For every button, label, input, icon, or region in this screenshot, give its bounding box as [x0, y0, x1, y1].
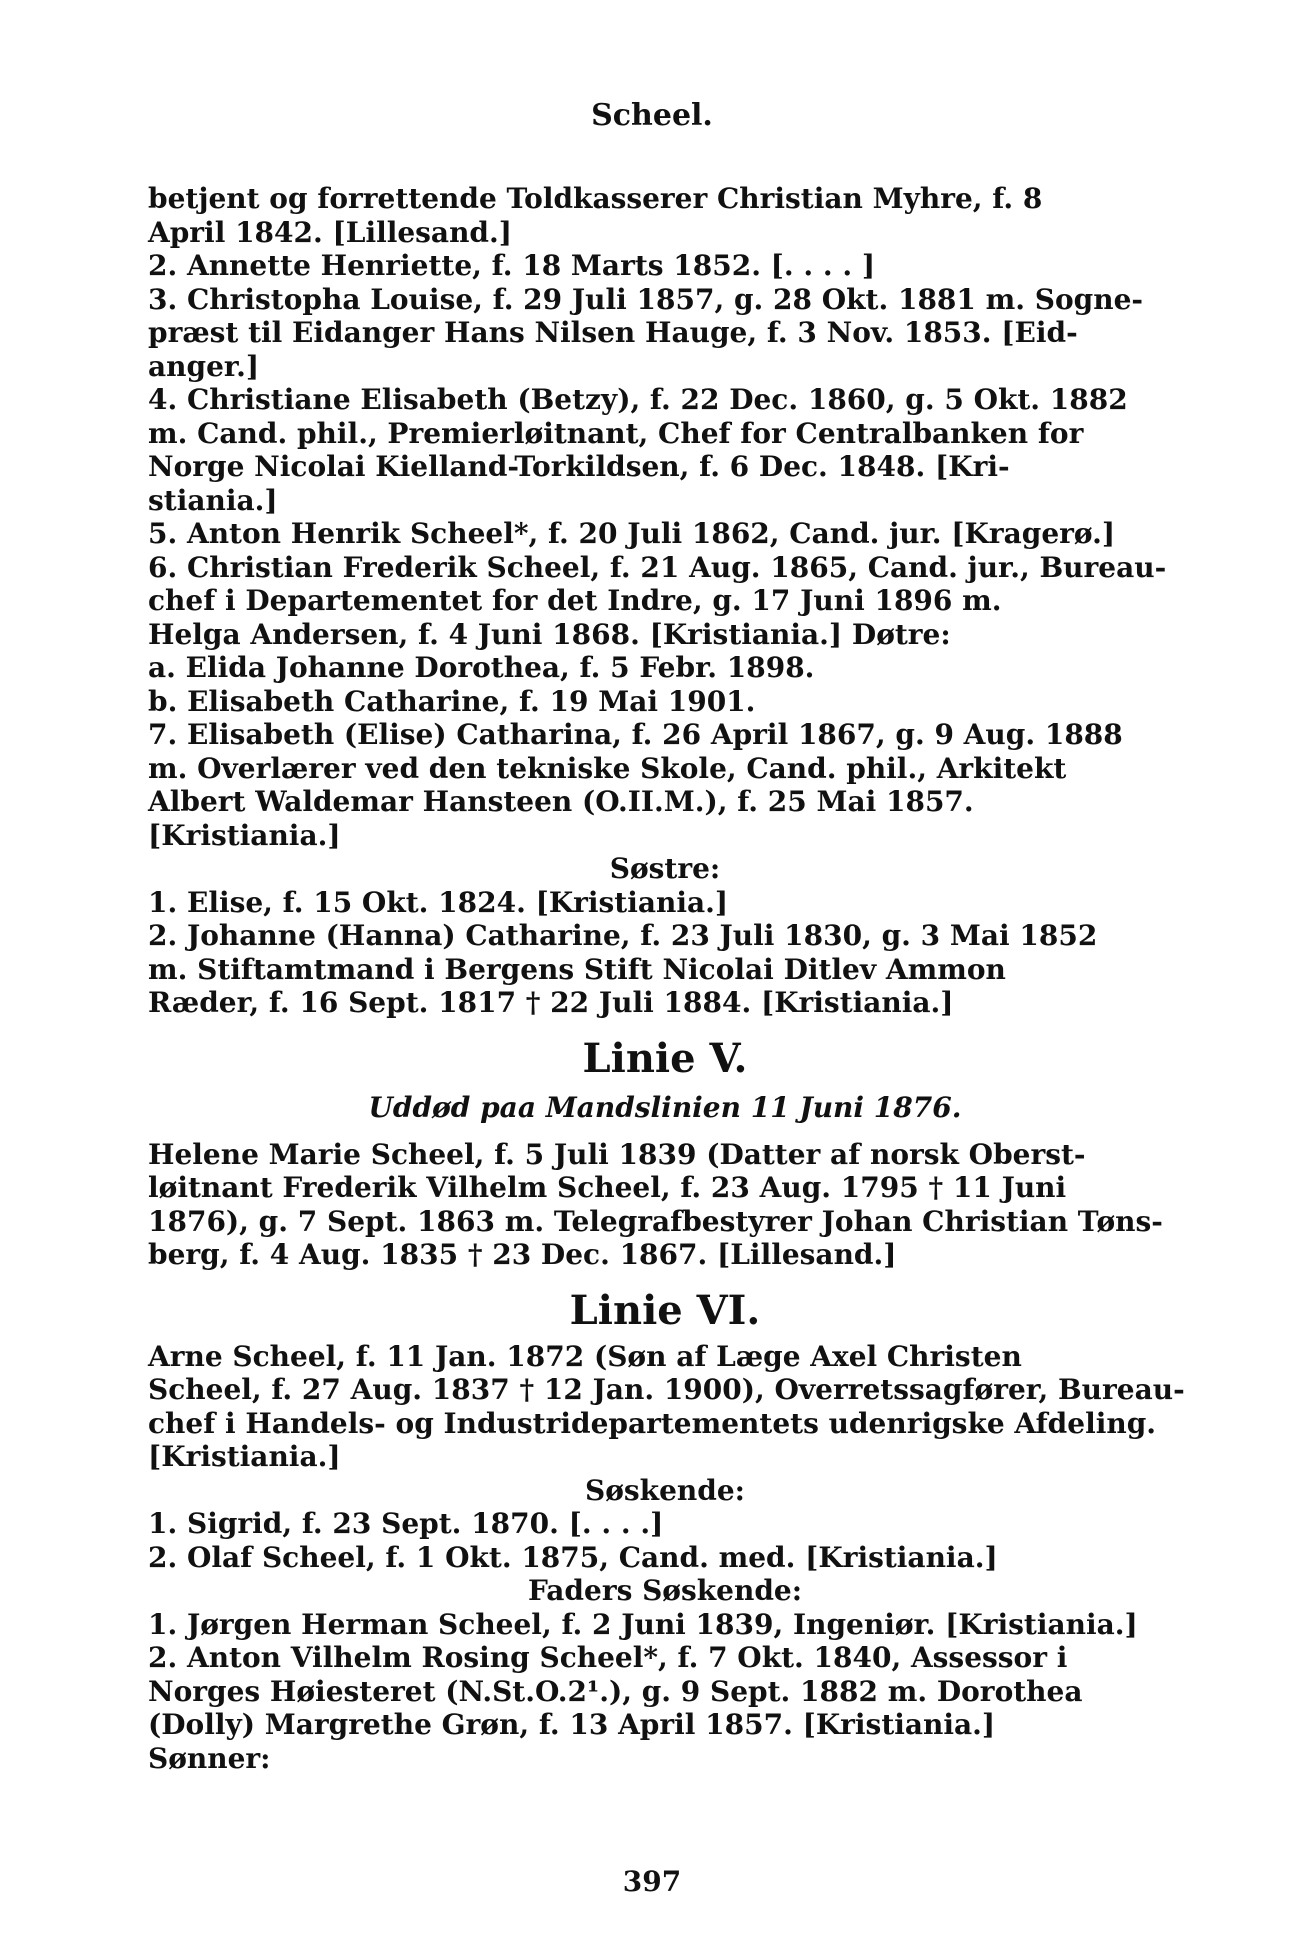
running-header: Scheel. [591, 98, 713, 133]
page-text [148, 182, 1185, 1775]
section-linie-vi [148, 1339, 1185, 1474]
text-line: m. Cand. phil., Premierløitnant, Chef for Centralbanken for [148, 416, 1084, 450]
text-line: 5. Anton Henrik Scheel*, f. 20 Juli 1862, Cand. jur. [Kragerø.] [148, 517, 1116, 550]
linie-vi-heading: Linie VI. [569, 1286, 761, 1334]
text-line: [Kristiania.] [148, 818, 341, 852]
text-line: chef i Handels- og Industridepartementets udenrigske Afdeling. [148, 1406, 1157, 1440]
section-sisters [148, 886, 1182, 1020]
text-line: Sønner: [148, 1741, 271, 1775]
text-line: 1. Sigrid, f. 23 Sept. 1870. [. . . .] [148, 1507, 664, 1540]
text-line: Norge Nicolai Kielland-Torkildsen, f. 6 Dec. 1848. [Kri- [148, 450, 1010, 483]
page-number: 397 [622, 1865, 682, 1898]
text-line: April 1842. [Lillesand.] [148, 215, 512, 249]
soskende-heading: Søskende: [585, 1473, 745, 1507]
text-line: 2. Olaf Scheel, f. 1 Okt. 1875, Cand. med. [Kristiania.] [148, 1540, 998, 1574]
text-line: m. Overlærer ved den tekniske Skole, Cand. phil., Arkitekt [148, 751, 1067, 785]
text-line: løitnant Frederik Vilhelm Scheel, f. 23 Aug. 1795 † 11 Juni [148, 1171, 1067, 1204]
section-siblings [148, 1507, 1182, 1574]
text-line: 4. Christiane Elisabeth (Betzy), f. 22 Dec. 1860, g. 5 Okt. 1882 [148, 383, 1128, 416]
text-line: b. Elisabeth Catharine, f. 19 Mai 1901. [148, 684, 756, 718]
text-line: 3. Christopha Louise, f. 29 Juli 1857, g. 28 Okt. 1881 m. Sogne- [148, 282, 1144, 316]
text-line: 2. Anton Vilhelm Rosing Scheel*, f. 7 Okt. 1840, Assessor i [148, 1641, 1068, 1674]
text-line: 1. Jørgen Herman Scheel, f. 2 Juni 1839, Ingeniør. [Kristiania.] [148, 1607, 1138, 1641]
text-line: Ræder, f. 16 Sept. 1817 † 22 Juli 1884. [Kristiania.] [148, 986, 954, 1019]
text-line: 6. Christian Frederik Scheel, f. 21 Aug. 1865, Cand. jur., Bureau- [148, 550, 1167, 584]
text-line: Scheel, f. 27 Aug. 1837 † 12 Jan. 1900), Overretssagfører, Bureau- [148, 1373, 1185, 1406]
text-line: [Kristiania.] [148, 1440, 341, 1473]
linie-v-subtitle: Uddød paa Mandslinien 11 Juni 1876. [368, 1090, 962, 1124]
text-line: anger.] [148, 349, 260, 383]
text-line: Helene Marie Scheel, f. 5 Juli 1839 (Datter af norsk Oberst- [148, 1137, 1086, 1171]
text-line: Helga Andersen, f. 4 Juni 1868. [Kristiania.] Døtre: [148, 617, 951, 651]
linie-v-heading: Linie V. [582, 1034, 748, 1082]
text-line: 1876), g. 7 Sept. 1863 m. Telegrafbestyrer Johan Christian Tøns- [148, 1204, 1163, 1238]
text-line: m. Stiftamtmand i Bergens Stift Nicolai Ditlev Ammon [148, 952, 1006, 986]
text-line: a. Elida Johanne Dorothea, f. 5 Febr. 1898. [148, 651, 815, 684]
text-line: 1. Elise, f. 15 Okt. 1824. [Kristiania.] [148, 885, 729, 919]
section-children [148, 182, 1182, 852]
text-line: Norges Høiesteret (N.St.O.2¹.), g. 9 Sept. 1882 m. Dorothea [148, 1674, 1083, 1708]
faders-soskende-heading: Faders Søskende: [527, 1574, 803, 1607]
text-line: (Dolly) Margrethe Grøn, f. 13 April 1857. [Kristiania.] [148, 1708, 996, 1741]
section-fathers-siblings [148, 1608, 1182, 1776]
sostre-heading: Søstre: [609, 852, 721, 885]
text-line: præst til Eidanger Hans Nilsen Hauge, f. 3 Nov. 1853. [Eid- [148, 316, 1078, 349]
text-line: berg, f. 4 Aug. 1835 † 23 Dec. 1867. [Lillesand.] [148, 1238, 897, 1271]
text-line: stiania.] [148, 483, 278, 517]
text-line: 2. Johanne (Hanna) Catharine, f. 23 Juli 1830, g. 3 Mai 1852 [148, 919, 1098, 952]
section-linie-v [148, 1138, 1182, 1272]
text-line: Arne Scheel, f. 11 Jan. 1872 (Søn af Læge Axel Christen [148, 1339, 1022, 1373]
text-line: chef i Departementet for det Indre, g. 17 Juni 1896 m. [148, 584, 1002, 617]
text-line: 2. Annette Henriette, f. 18 Marts 1852. [. . . . ] [148, 249, 876, 282]
text-line: Albert Waldemar Hansteen (O.II.M.), f. 25 Mai 1857. [148, 785, 974, 818]
text-line: 7. Elisabeth (Elise) Catharina, f. 26 April 1867, g. 9 Aug. 1888 [148, 718, 1123, 751]
text-line: betjent og forrettende Toldkasserer Christian Myhre, f. 8 [148, 182, 1043, 215]
